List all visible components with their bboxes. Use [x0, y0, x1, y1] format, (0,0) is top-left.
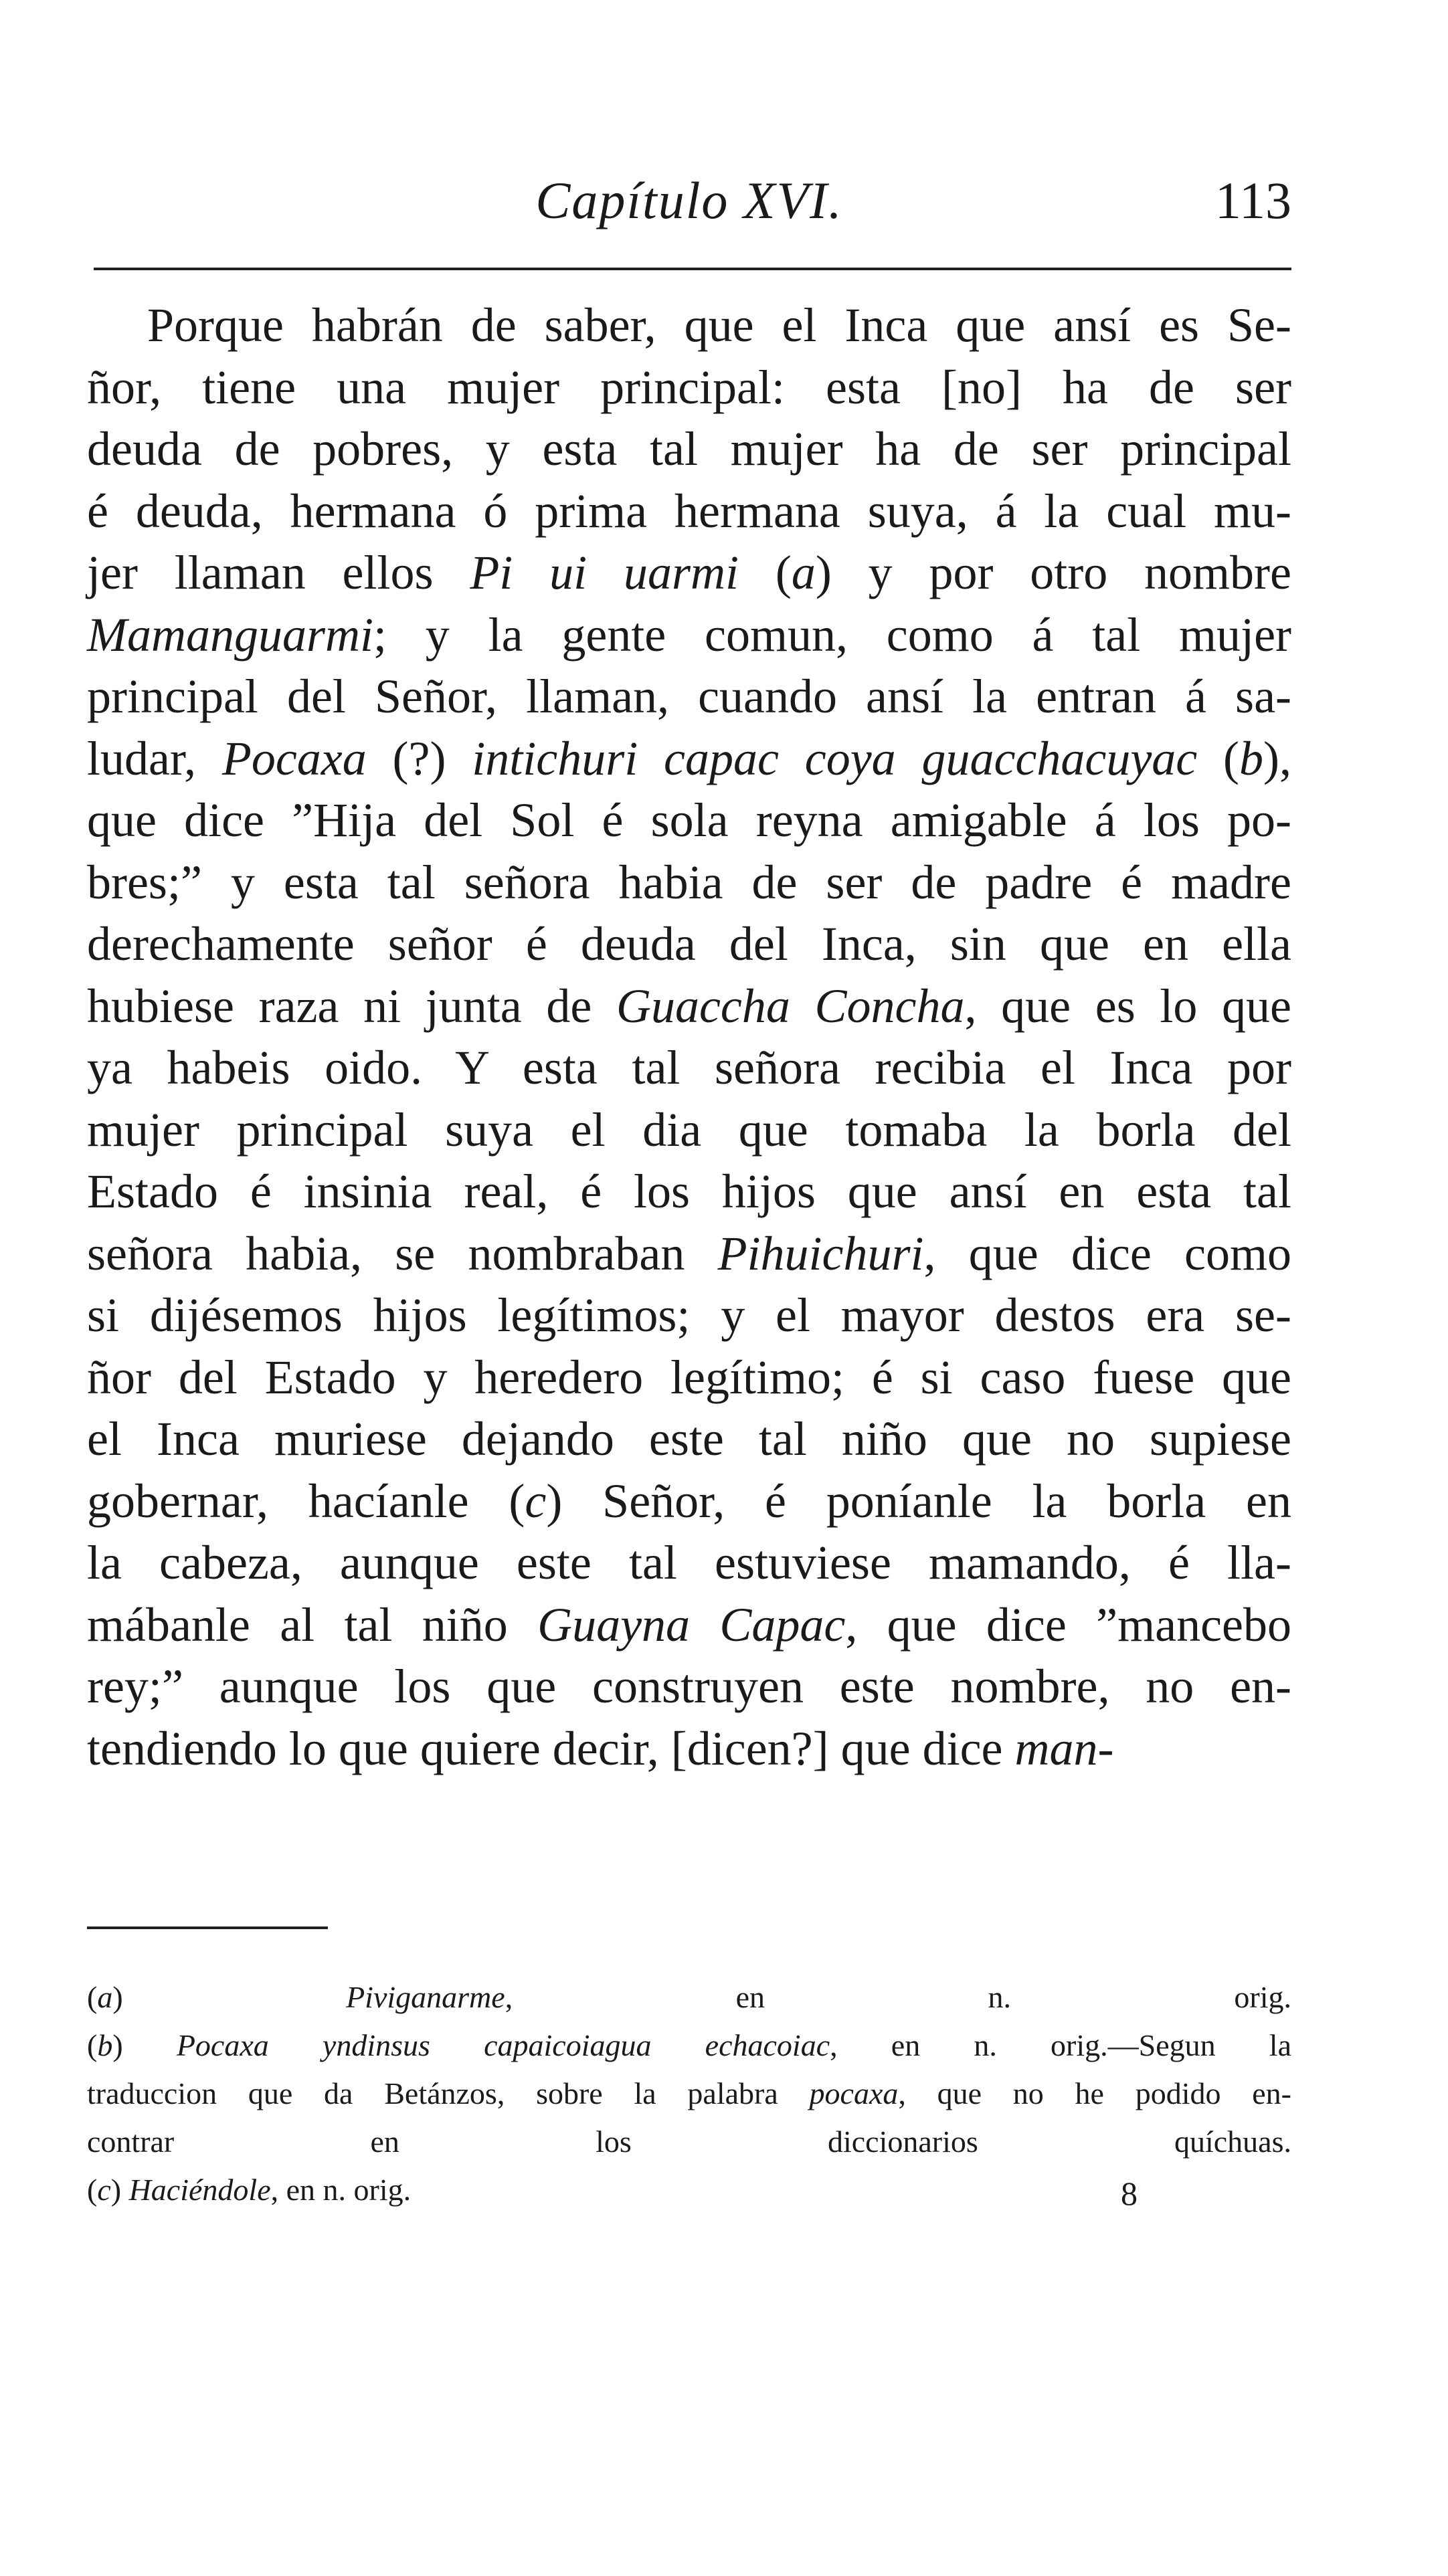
text-run: , en n. orig.—Segun la — [830, 2028, 1291, 2062]
footnote-line — [87, 2021, 1291, 2070]
text-line — [87, 1470, 1291, 1532]
text-line — [87, 357, 1291, 419]
text-run: ( — [1197, 731, 1240, 785]
text-line — [87, 789, 1291, 852]
text-line — [87, 852, 1291, 914]
text-line — [87, 1408, 1291, 1470]
text-line — [87, 975, 1291, 1037]
text-line — [87, 1656, 1291, 1718]
text-run: , en n. orig. — [270, 2173, 412, 2207]
text-line — [87, 480, 1291, 542]
text-run: ; y la gente comun, como á tal mujer — [373, 607, 1291, 662]
footnote-line — [87, 2070, 1291, 2118]
italic-text: b — [97, 2028, 113, 2062]
footnote-line — [87, 1973, 1291, 2021]
text-run: tendiendo lo que quiere decir, [dicen?] que dice — [87, 1721, 1015, 1775]
text-line — [87, 1223, 1291, 1285]
italic-text: c — [525, 1474, 547, 1528]
text-run: mábanle al tal niño — [87, 1597, 538, 1652]
text-run: (?) — [366, 731, 472, 785]
text-run: , en n. orig. — [505, 1980, 1291, 2014]
footnote-line — [87, 2118, 1291, 2166]
signature-mark: 8 — [1121, 2175, 1138, 2212]
header-rule — [94, 268, 1291, 270]
text-run: ya habeis oido. Y esta tal señora recibia el Inca por — [87, 1041, 1291, 1094]
text-run: la cabeza, aunque este tal estuviese mamando, é lla- — [87, 1536, 1291, 1589]
text-line — [87, 418, 1291, 480]
footnote-line — [87, 2166, 1291, 2214]
text-line — [87, 728, 1291, 790]
italic-text: c — [97, 2173, 111, 2207]
text-run: ) y por otro nombre — [815, 546, 1291, 599]
italic-text: man- — [1014, 1721, 1114, 1775]
text-run: deuda de pobres, y esta tal mujer ha de ser principal — [87, 422, 1291, 476]
text-run: Estado é insinia real, é los hijos que ansí en esta tal — [87, 1165, 1291, 1218]
text-run: , que es lo que — [964, 979, 1291, 1033]
text-line — [87, 1099, 1291, 1161]
running-head — [87, 171, 1291, 244]
text-run: ( — [87, 1980, 98, 2014]
text-line — [87, 1347, 1291, 1409]
text-line — [87, 542, 1291, 604]
text-line — [87, 913, 1291, 975]
italic-text: Pocaxa — [221, 731, 367, 785]
italic-text: Guayna Capac — [537, 1597, 846, 1652]
text-run: mujer principal suya el dia que tomaba la borla del — [87, 1102, 1291, 1157]
footnotes — [87, 1973, 1291, 2214]
text-run: derechamente señor é deuda del Inca, sin que en ella — [87, 917, 1291, 971]
text-run: señora habia, se nombraban — [87, 1226, 718, 1280]
text-run: gobernar, hacíanle ( — [87, 1474, 525, 1528]
text-run: principal del Señor, llaman, cuando ansí la entran á sa- — [87, 670, 1291, 723]
text-line — [87, 1037, 1291, 1099]
text-run: el Inca muriese dejando este tal niño que no supiese — [87, 1412, 1291, 1466]
text-run: ludar, — [87, 731, 222, 785]
text-run: ) — [110, 2173, 129, 2207]
text-run: Porque habrán de saber, que el Inca que ansí es Se- — [147, 298, 1291, 352]
text-line — [87, 604, 1291, 666]
italic-text: Guaccha Concha — [616, 979, 965, 1033]
text-run: é deuda, hermana ó prima hermana suya, á la cual mu- — [87, 484, 1291, 538]
text-run: ) — [112, 2028, 177, 2062]
text-run: ), — [1263, 731, 1292, 785]
italic-text: a — [791, 546, 816, 599]
page-number: 113 — [1214, 171, 1291, 229]
text-run: , que no he podido en- — [898, 2076, 1291, 2110]
body-text — [87, 294, 1291, 1779]
text-line — [87, 1161, 1291, 1223]
italic-text: Pi ui uarmi — [470, 546, 739, 599]
italic-text: Haciéndole — [128, 2173, 271, 2207]
text-run: ) — [112, 1980, 347, 2014]
text-run: hubiese raza ni junta de — [87, 979, 616, 1033]
text-run: , que dice ”mancebo — [845, 1597, 1291, 1652]
text-line — [87, 1718, 1291, 1780]
text-run: si dijésemos hijos legítimos; y el mayor destos era se- — [87, 1288, 1291, 1342]
text-run: rey;” aunque los que construyen este nombre, no en- — [87, 1660, 1291, 1713]
text-run: que dice ”Hija del Sol é sola reyna amigable á los po- — [87, 793, 1291, 847]
footnote-rule — [87, 1926, 328, 1929]
text-run: traduccion que da Betánzos, sobre la palabra — [87, 2076, 810, 2110]
italic-text: Pocaxa yndinsus capaicoiagua echacoiac — [176, 2028, 830, 2062]
italic-text: pocaxa — [809, 2076, 899, 2110]
text-run: jer llaman ellos — [87, 546, 470, 599]
italic-text: b — [1239, 731, 1264, 785]
text-line — [87, 294, 1291, 357]
text-run: ( — [739, 546, 792, 599]
text-run: ñor, tiene una mujer principal: esta [no] ha de ser — [87, 360, 1291, 414]
italic-text: Pihuichuri — [717, 1226, 924, 1280]
italic-text: Piviganarme — [346, 1980, 505, 2014]
text-run: , que dice como — [923, 1226, 1292, 1280]
text-run: ( — [87, 2173, 98, 2207]
text-run: bres;” y esta tal señora habia de ser de padre é madre — [87, 855, 1291, 909]
italic-text: Mamanguarmi — [87, 607, 373, 662]
text-run: ñor del Estado y heredero legítimo; é si caso fuese que — [87, 1350, 1291, 1404]
text-line — [87, 1284, 1291, 1347]
text-run: ( — [87, 2028, 98, 2062]
text-line — [87, 1594, 1291, 1656]
italic-text: intichuri capac coya guacchacuyac — [472, 731, 1198, 785]
chapter-title: Capítulo XVI. — [535, 171, 843, 229]
italic-text: a — [97, 1980, 113, 2014]
text-run: ) Señor, é poníanle la borla en — [546, 1474, 1291, 1528]
text-run: contrar en los diccionarios quíchuas. — [87, 2124, 1291, 2159]
text-line — [87, 666, 1291, 728]
text-line — [87, 1532, 1291, 1594]
